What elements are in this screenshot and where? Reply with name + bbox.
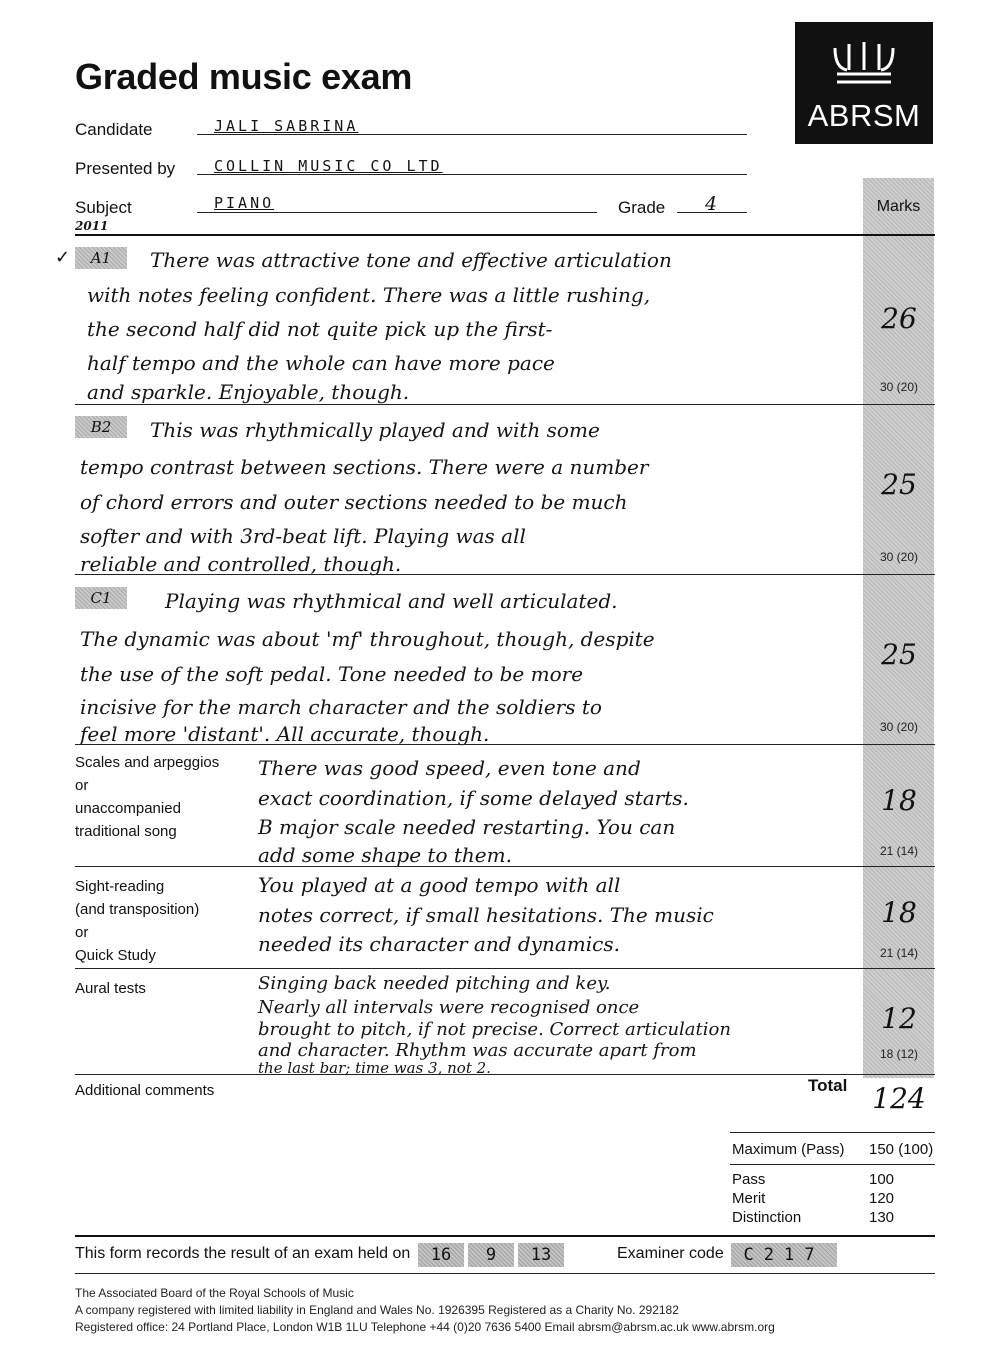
sight-reading-label-line: (and transposition) — [75, 901, 200, 918]
section-c1-mark: 25 — [881, 638, 917, 671]
grade-value: 4 — [705, 193, 718, 215]
section-rule — [75, 574, 935, 575]
candidate-label: Candidate — [75, 120, 153, 139]
aural-line: Nearly all intervals were recognised once — [258, 997, 640, 1018]
subject-label: Subject — [75, 198, 132, 217]
crown-icon — [829, 40, 899, 90]
sight-reading-label-line: or — [75, 924, 89, 941]
section-rule — [75, 1074, 935, 1075]
section-b2-max-pass: 30 (20) — [879, 550, 919, 564]
year-note: 2011 — [75, 219, 109, 233]
grades-rule — [730, 1164, 935, 1165]
section-c1-line: The dynamic was about 'mf' throughout, though, despite — [80, 627, 655, 651]
section-rule — [75, 744, 935, 745]
grade-label: Grade — [618, 198, 666, 217]
section-b2-line: reliable and controlled, though. — [80, 552, 402, 576]
scales-max-pass: 21 (14) — [879, 844, 919, 858]
section-b2-label: B2 — [75, 416, 127, 438]
section-c1-line: feel more 'distant'. All accurate, though. — [80, 722, 490, 746]
presented-by-label: Presented by — [75, 159, 176, 178]
section-a1-line: and sparkle. Enjoyable, though. — [87, 380, 410, 404]
sight-reading-label-line: Quick Study — [75, 947, 156, 964]
section-b2-line: softer and with 3rd-beat lift. Playing was all — [80, 524, 526, 548]
section-b2-mark: 25 — [881, 468, 917, 501]
scales-line: add some shape to them. — [258, 843, 512, 867]
scales-label-line: or — [75, 777, 89, 794]
scales-mark: 18 — [881, 784, 917, 817]
exam-record-text: This form records the result of an exam held on — [75, 1245, 411, 1262]
record-rule-bottom — [75, 1273, 935, 1274]
section-b2-line: of chord errors and outer sections needed to be much — [80, 490, 628, 514]
maximum-value: 150 (100) — [869, 1141, 934, 1158]
merit-value: 120 — [869, 1190, 895, 1207]
merit-label: Merit — [732, 1190, 766, 1207]
aural-line: Singing back needed pitching and key. — [258, 973, 611, 994]
total-label: Total — [808, 1076, 848, 1095]
sight-reading-line: notes correct, if small hesitations. The music — [258, 903, 714, 927]
section-rule — [75, 968, 935, 969]
sight-reading-line: needed its character and dynamics. — [258, 932, 620, 956]
footer-line: Registered office: 24 Portland Place, London W1B 1LU Telephone +44 (0)20 7636 5400 Email abrsm@abrsm.ac.uk www.abrsm.org — [75, 1320, 775, 1334]
scales-line: B major scale needed restarting. You can — [258, 815, 676, 839]
section-c1-line: Playing was rhythmical and well articulated. — [165, 589, 618, 613]
total-value: 124 — [872, 1082, 926, 1115]
aural-line: and character. Rhythm was accurate apart from — [258, 1040, 697, 1061]
exam-day: 16 — [418, 1243, 464, 1267]
presented-by-value: COLLIN MUSIC CO LTD — [214, 157, 443, 175]
exam-year: 13 — [518, 1243, 564, 1267]
pass-value: 100 — [869, 1171, 895, 1188]
scales-label-line: Scales and arpeggios — [75, 754, 220, 771]
subject-value: PIANO — [214, 194, 275, 212]
scales-label-line: traditional song — [75, 823, 177, 840]
section-a1-line: half tempo and the whole can have more pace — [87, 351, 555, 375]
candidate-value: JALI SABRINA — [214, 117, 359, 135]
section-a1-mark: 26 — [881, 302, 917, 335]
section-a1-max-pass: 30 (20) — [879, 380, 919, 394]
scales-label-line: unaccompanied — [75, 800, 181, 817]
section-b2-line: tempo contrast between sections. There were a number — [80, 455, 649, 479]
sight-reading-max-pass: 21 (14) — [879, 946, 919, 960]
section-b2-line: This was rhythmically played and with some — [150, 418, 600, 442]
distinction-value: 130 — [869, 1209, 895, 1226]
sight-reading-line: You played at a good tempo with all — [258, 873, 621, 897]
section-c1-label: C1 — [75, 587, 127, 609]
scales-line: There was good speed, even tone and — [258, 756, 641, 780]
aural-line: brought to pitch, if not precise. Correct articulation — [258, 1019, 731, 1040]
maximum-label: Maximum (Pass) — [732, 1141, 845, 1158]
aural-max-pass: 18 (12) — [879, 1047, 919, 1061]
section-c1-line: the use of the soft pedal. Tone needed to be more — [80, 662, 584, 686]
form-title: Graded music exam — [75, 56, 413, 97]
footer-line: The Associated Board of the Royal Schools of Music — [75, 1286, 354, 1300]
section-rule — [75, 404, 935, 405]
section-a1-line: There was attractive tone and effective articulation — [150, 248, 672, 272]
pass-label: Pass — [732, 1171, 766, 1188]
sight-reading-mark: 18 — [881, 896, 917, 929]
section-a1-line: with notes feeling confident. There was a little rushing, — [87, 283, 651, 307]
record-rule-top — [75, 1235, 935, 1237]
additional-comments-label: Additional comments — [75, 1082, 215, 1099]
abrsm-logo — [795, 22, 933, 144]
section-c1-line: incisive for the march character and the soldiers to — [80, 695, 602, 719]
exam-month: 9 — [468, 1243, 514, 1267]
aural-label: Aural tests — [75, 980, 146, 997]
subject-underline — [197, 212, 597, 213]
sight-reading-label-line: Sight-reading — [75, 878, 165, 895]
header-rule — [75, 234, 935, 236]
distinction-label: Distinction — [732, 1209, 802, 1226]
max-rule — [730, 1132, 935, 1133]
tick-mark: ✓ — [55, 247, 71, 267]
section-rule — [75, 866, 935, 867]
section-c1-max-pass: 30 (20) — [879, 720, 919, 734]
examiner-code-label: Examiner code — [617, 1245, 724, 1262]
footer-line: A company registered with limited liability in England and Wales No. 1926395 Registered as a Charity No. 292182 — [75, 1303, 679, 1317]
aural-mark: 12 — [881, 1002, 917, 1035]
marks-header: Marks — [876, 198, 921, 215]
brand-name: ABRSM — [807, 98, 921, 133]
aural-line: the last bar; time was 3, not 2. — [258, 1059, 491, 1077]
section-a1-label: A1 — [75, 247, 127, 269]
section-a1-line: the second half did not quite pick up the first- — [87, 317, 553, 341]
scales-line: exact coordination, if some delayed starts. — [258, 786, 689, 810]
examiner-code-value: C217 — [731, 1243, 837, 1267]
